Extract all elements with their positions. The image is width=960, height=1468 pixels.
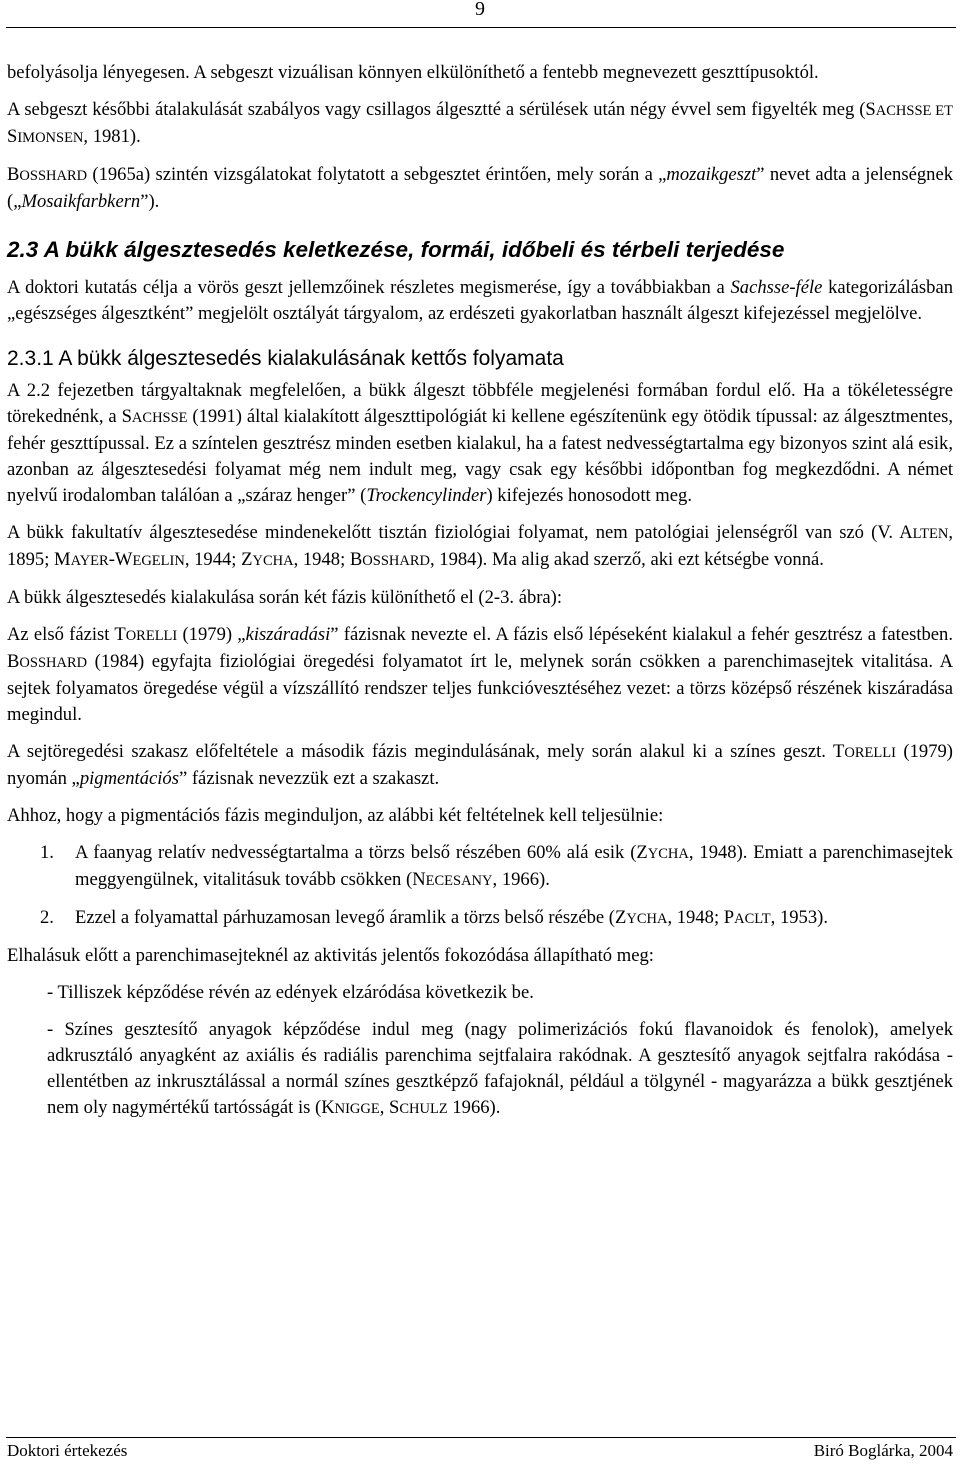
list-item-text: Ezzel a folyamattal párhuzamosan levegő áramlik a törzs belső részébe (ZYCHA, 1948; PACLT, 1953). [75,907,828,928]
paragraph: A sebgeszt későbbi átalakulását szabályos vagy csillagos álgesztté a sérülések után négy évvel sem figyelték meg (SACHSSE ET SIMONSEN, 1981). [7,99,953,147]
numbered-list [7,840,953,932]
page-content [7,60,953,1133]
dash-list-item: - Tilliszek képződése révén az edények elzáródása következik be. [47,982,534,1003]
paragraph: A bükk álgesztesedés kialakulása során két fázis különíthető el (2-3. ábra): [7,587,563,608]
footer-rule [6,1437,956,1438]
list-item [7,905,953,932]
list-marker: 1. [40,842,54,863]
section-heading-2-3: 2.3 A bükk álgesztesedés keletkezése, formái, időbeli és térbeli terjedése [7,237,785,262]
paragraph: befolyásolja lényegesen. A sebgeszt vizuálisan könnyen elkülöníthető a fentebb megnevezett geszttípusoktól. [7,62,819,83]
page-number: 9 [475,0,485,20]
list-item [7,840,953,894]
paragraph: Ahhoz, hogy a pigmentációs fázis meginduljon, az alábbi két feltételnek kell teljesülnie: [7,805,664,826]
list-item-text: A faanyag relatív nedvességtartalma a törzs belső részében 60% alá esik (ZYCHA, 1948). Emiatt a parenchimasejtek meggyengülnek, vitalitásuk tovább csökken (NECESANY, 1966). [75,842,954,890]
page-footer [7,1441,953,1461]
header-rule [6,27,956,28]
paragraph: A bükk fakultatív álgesztesedése mindenekelőtt tisztán fiziológiai folyamat, nem patológiai jelenségről van szó (V. ALTEN, 1895; MAYER-WEGELIN, 1944; ZYCHA, 1948; BOSSHARD, 1984). Ma alig akad szerző, aki ezt kétségbe vonná. [7,522,954,570]
paragraph: Az első fázist TORELLI (1979) „kiszáradási” fázisnak nevezte el. A fázis első lépéseként kialakul a fehér gesztrész a fatestben. BOSSHARD (1984) egyfajta fiziológiai öregedési folyamatot írt le, melynek során csökken a parenchimasejtek vitalitása. A sejtek folyamatos öregedése végül a vízszállító rendszer teljes funkcióvesztéséhez vezet: a törzs középső részének kiszáradása megindul. [7,624,953,725]
list-marker: 2. [40,907,54,928]
dash-list-item: - Színes gesztesítő anyagok képződése indul meg (nagy polimerizációs fokú flavanoidok és fenolok), amelyek adkrusztáló anyagként az axiális és radiális parenchima sejtfalaira rakódnak. A gesztesítő anyagok sejtfalra rakódása - ellentétben az inkrusztálással a normál színes gesztképző fafajoknál, például a tölgynél - magyarázza a bükk gesztjének nem oly nagymértékű tartósságát is (KNIGGE, SCHULZ 1966). [47,1019,953,1118]
section-heading-2-3-1: 2.3.1 A bükk álgesztesedés kialakulásának kettős folyamata [7,347,564,370]
paragraph: A 2.2 fejezetben tárgyaltaknak megfelelően, a bükk álgeszt többféle megjelenési formában fordul elő. Ha a tökéletességre törekednénk, a SACHSSE (1991) által kialakított álgeszttipológiát ki kellene egészítenünk egy ötödik típussal: az álgesztmentes, fehér geszttípussal. Ez a színtelen gesztrész minden esetben kialakul, ha a fatest nedvességtartalma egy bizonyos szint alá esik, azonban az álgesztesedési folyamat még nem indult meg, vagy csak egy későbbi időpontban fog megkezdődni. A német nyelvű irodalomban találóan a „száraz henger” (Trockencylinder) kifejezés honosodott meg. [7,380,953,506]
paragraph: Elhalásuk előtt a parenchimasejteknél az aktivitás jelentős fokozódása állapítható meg: [7,945,654,966]
paragraph: A sejtöregedési szakasz előfeltétele a második fázis megindulásának, mely során alakul ki a színes geszt. TORELLI (1979) nyomán „pigmentációs” fázisnak nevezzük ezt a szakaszt. [7,741,953,789]
footer-right: Biró Boglárka, 2004 [813,1441,953,1460]
paragraph: BOSSHARD (1965a) szintén vizsgálatokat folytatott a sebgesztet érintően, mely során a „mozaikgeszt” nevet adta a jelenségnek („Mosaikfarbkern”). [7,164,953,212]
footer-left: Doktori értekezés [7,1441,128,1460]
paragraph: A doktori kutatás célja a vörös geszt jellemzőinek részletes megismerése, így a továbbiakban a Sachsse-féle kategorizálásban „egészséges álgesztként” megjelölt osztályát tárgyalom, az erdészeti gyakorlatban használt álgeszt kifejezéssel megjelölve. [7,277,954,324]
